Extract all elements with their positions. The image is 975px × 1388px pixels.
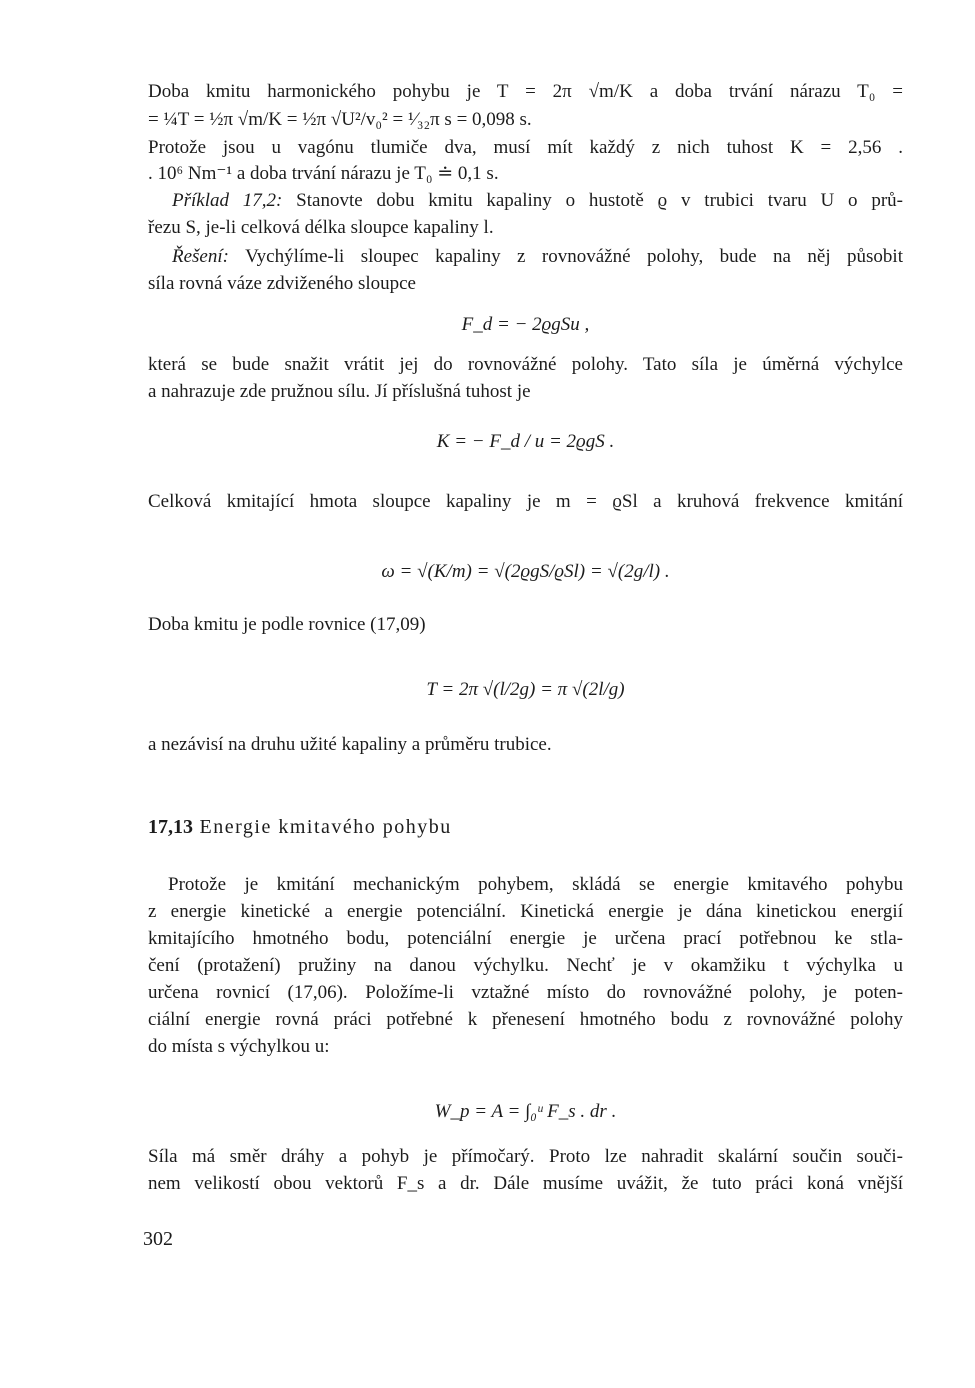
text-line-11: Celková kmitající hmota sloupce kapaliny je m = ϱSl a kruhová frekvence kmitání: [148, 491, 903, 512]
paragraph-line-2: z energie kinetické a energie potenciální. Kinetická energie je dána kinetickou energií: [148, 901, 903, 922]
page-number: 302: [143, 1228, 173, 1250]
solution-line: [172, 245, 903, 269]
text-line-12: Doba kmitu je podle rovnice (17,09): [148, 614, 426, 635]
text-line-3: Protože jsou u vagónu tlumiče dva, musí mít každý z nich tuhost K = 2,56 .: [148, 137, 903, 158]
example-label: Příklad 17,2:: [172, 190, 283, 211]
paragraph-line-9: nem velikostí obou vektorů F_s a dr. Dále musíme uvážit, že tuto práci koná vnější: [148, 1173, 903, 1194]
section-number: 17,13: [148, 816, 193, 838]
paragraph-line-1: Protože je kmitání mechanickým pohybem, skládá se energie kmitavého pohybu: [168, 874, 903, 895]
text-line-10: a nahrazuje zde pružnou sílu. Jí příslušná tuhost je: [148, 381, 531, 402]
paragraph-line-7: do místa s výchylkou u:: [148, 1036, 330, 1057]
section-title: Energie kmitavého pohybu: [199, 816, 452, 838]
paragraph-line-4: čení (protažení) pružiny na danou výchylku. Nechť je v okamžiku t výchylka u: [148, 955, 903, 976]
section-heading: [148, 815, 903, 839]
text-line-2: = ¼T = ½π √m/K = ½π √U²/v₀² = ¹⁄₃₂π s = 0,098 s.: [148, 109, 532, 130]
solution-text: Vychýlíme-li sloupec kapaliny z rovnovážné polohy, bude na něj působit: [228, 246, 903, 267]
paragraph-line-5: určena rovnicí (17,06). Položíme-li vztažné místo do rovnovážné polohy, je poten-: [148, 982, 903, 1003]
paragraph-line-6: ciální energie rovná práci potřebné k přenesení hmotného bodu z rovnovážné polohy: [148, 1009, 903, 1030]
example-line: [172, 189, 903, 213]
text-line-4: . 10⁶ Nm⁻¹ a doba trvání nárazu je T₀ ≐ 0,1 s.: [148, 163, 499, 184]
paragraph-line-3: kmitajícího hmotného bodu, potenciální energie je určena prací potřebnou ke stla-: [148, 928, 903, 949]
equation-force: F_d = − 2ϱgSu ,: [461, 314, 590, 335]
paragraph-line-8: Síla má směr dráhy a pohyb je přímočarý. Proto lze nahradit skalární součin souči-: [148, 1146, 903, 1167]
equation-omega: ω = √(K/m) = √(2ϱgS/ϱSl) = √(2g/l) .: [381, 561, 670, 582]
equation-energy: W_p = A = ∫₀ᵘ F_s . dr .: [434, 1101, 617, 1122]
text-line-9: která se bude snažit vrátit jej do rovnovážné polohy. Tato síla je úměrná výchylce: [148, 354, 903, 375]
example-text: Stanovte dobu kmitu kapaliny o hustotě ϱ v trubici tvaru U o prů-: [282, 190, 903, 211]
solution-label: Řešení:: [172, 246, 229, 267]
equation-period: T = 2π √(l/2g) = π √(2l/g): [426, 679, 625, 700]
text-line-8: síla rovná váze zdviženého sloupce: [148, 273, 416, 294]
text-line-6: řezu S, je-li celková délka sloupce kapaliny l.: [148, 217, 494, 238]
text-line-13: a nezávisí na druhu užité kapaliny a průměru trubice.: [148, 734, 552, 755]
equation-stiffness: K = − F_d / u = 2ϱgS .: [436, 431, 615, 452]
text-line-1: Doba kmitu harmonického pohybu je T = 2π √m/K a doba trvání nárazu T₀ =: [148, 81, 903, 102]
